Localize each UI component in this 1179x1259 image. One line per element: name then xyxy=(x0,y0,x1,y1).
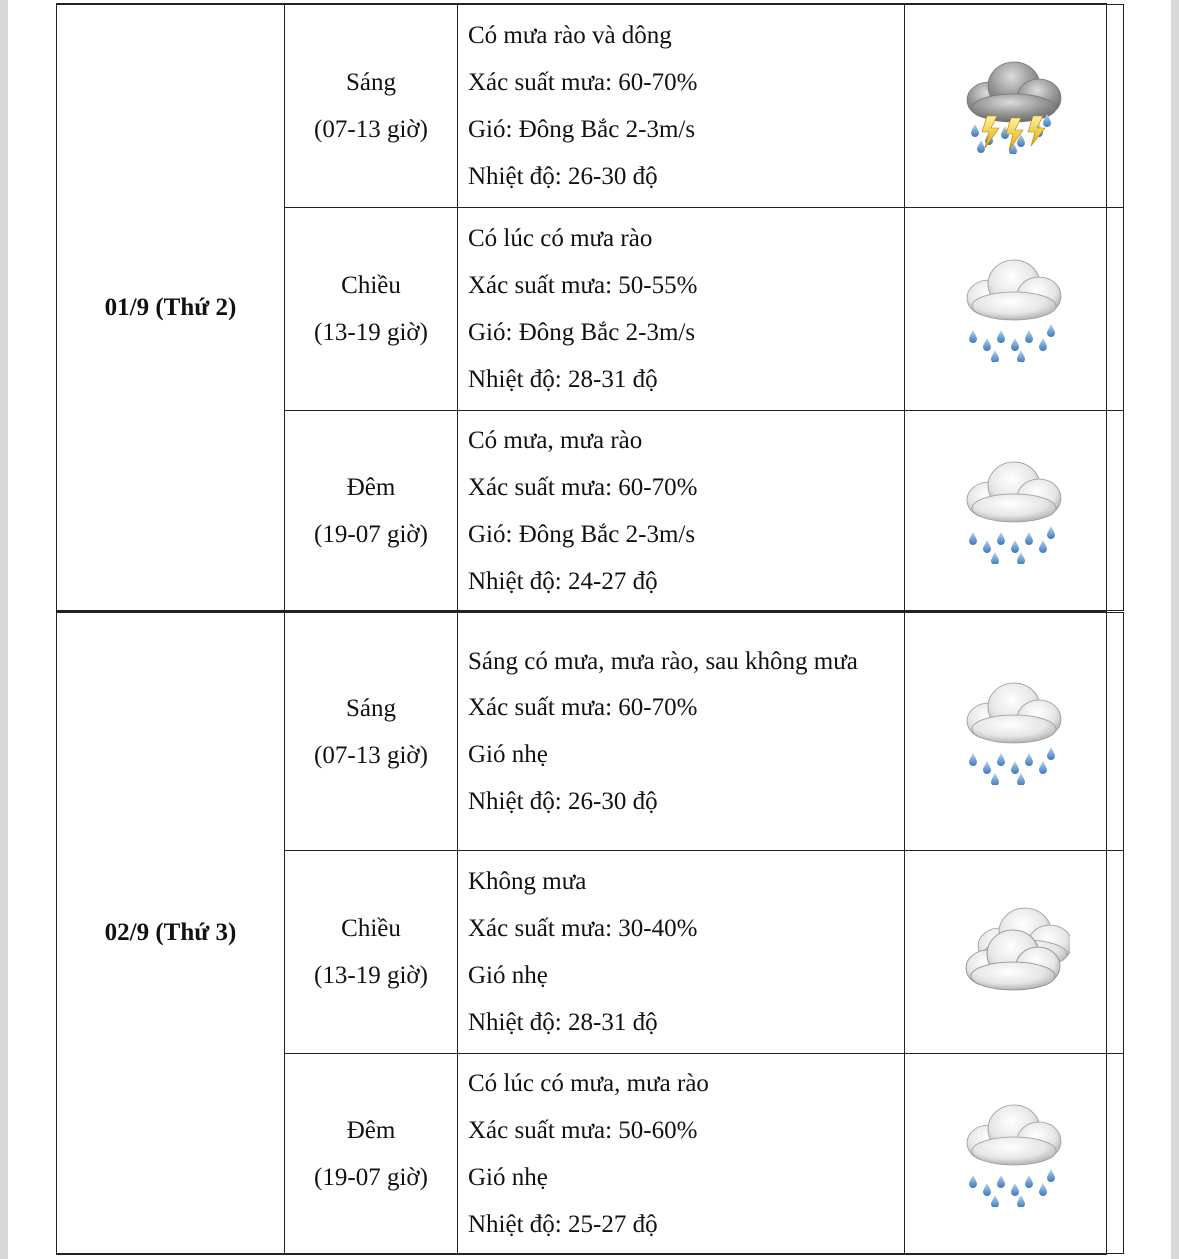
cloudy-icon xyxy=(958,904,1070,1000)
period-hours: (13-19 giờ) xyxy=(314,962,428,989)
details-cell xyxy=(458,851,905,1054)
rain-probability: Xác suất mưa: 50-55% xyxy=(468,272,698,299)
icon-cell xyxy=(905,613,1124,851)
wind-info: Gió nhẹ xyxy=(468,741,548,768)
icon-cell xyxy=(905,208,1124,411)
wind-info: Gió: Đông Bắc 2-3m/s xyxy=(468,116,696,143)
period-hours: (07-13 giờ) xyxy=(314,116,428,143)
rain-probability: Xác suất mưa: 50-60% xyxy=(468,1116,698,1144)
period-cell xyxy=(285,613,458,851)
wind-info: Gió: Đông Bắc 2-3m/s xyxy=(468,520,696,548)
temperature-info: Nhiệt độ: 24-27 độ xyxy=(468,567,658,595)
details-cell xyxy=(458,5,905,208)
icon-cell xyxy=(905,851,1124,1054)
period-name: Đêm xyxy=(346,1116,396,1144)
period-cell xyxy=(285,5,458,208)
thunderstorm-icon xyxy=(959,58,1069,154)
period-name: Chiều xyxy=(341,915,401,942)
period-hours: (07-13 giờ) xyxy=(314,741,428,769)
period-cell xyxy=(285,411,458,611)
temperature-info: Nhiệt độ: 28-31 độ xyxy=(468,366,658,393)
period-cell xyxy=(285,1054,458,1254)
wind-info: Gió nhẹ xyxy=(468,1163,548,1191)
forecast-table-day-1 xyxy=(56,4,1124,611)
rain-probability: Xác suất mưa: 60-70% xyxy=(468,473,698,501)
table-row xyxy=(57,613,1124,851)
period-name: Đêm xyxy=(346,473,396,501)
weather-summary: Có lúc có mưa rào xyxy=(468,225,653,252)
period-name: Sáng xyxy=(346,694,396,722)
weather-summary: Có lúc có mưa, mưa rào xyxy=(468,1069,709,1097)
table-row xyxy=(57,5,1124,208)
weather-summary: Không mưa xyxy=(468,868,587,895)
temperature-info: Nhiệt độ: 26-30 độ xyxy=(468,163,658,190)
period-cell xyxy=(285,208,458,411)
weather-summary: Có mưa rào và dông xyxy=(468,22,672,49)
period-hours: (19-07 giờ) xyxy=(314,1163,428,1191)
rain-cloud-icon xyxy=(959,256,1069,362)
period-name: Sáng xyxy=(346,69,396,96)
temperature-info: Nhiệt độ: 26-30 độ xyxy=(468,788,658,815)
rain-cloud-icon xyxy=(959,1101,1069,1207)
wind-info: Gió: Đông Bắc 2-3m/s xyxy=(468,319,696,346)
period-cell xyxy=(285,851,458,1054)
rain-probability: Xác suất mưa: 30-40% xyxy=(468,915,698,942)
temperature-info: Nhiệt độ: 25-27 độ xyxy=(468,1210,658,1238)
details-cell xyxy=(458,613,905,851)
day-date-cell: 02/9 (Thứ 3) xyxy=(57,613,285,1254)
weather-summary: Sáng có mưa, mưa rào, sau không mưa xyxy=(468,648,858,675)
rain-probability: Xác suất mưa: 60-70% xyxy=(468,69,698,96)
icon-cell xyxy=(905,411,1124,611)
temperature-info: Nhiệt độ: 28-31 độ xyxy=(468,1009,658,1036)
period-name: Chiều xyxy=(341,272,401,299)
icon-cell xyxy=(905,1054,1124,1254)
details-cell xyxy=(458,208,905,411)
rain-cloud-icon xyxy=(959,458,1069,564)
rain-probability: Xác suất mưa: 60-70% xyxy=(468,694,698,721)
period-hours: (19-07 giờ) xyxy=(314,520,428,548)
period-hours: (13-19 giờ) xyxy=(314,319,428,346)
icon-cell xyxy=(905,5,1124,208)
details-cell xyxy=(458,411,905,611)
day-date-cell: 01/9 (Thứ 2) xyxy=(57,5,285,611)
details-cell xyxy=(458,1054,905,1254)
weather-summary: Có mưa, mưa rào xyxy=(468,426,643,454)
forecast-table-day-2 xyxy=(56,612,1124,1254)
rain-cloud-icon xyxy=(959,679,1069,785)
wind-info: Gió nhẹ xyxy=(468,962,548,989)
